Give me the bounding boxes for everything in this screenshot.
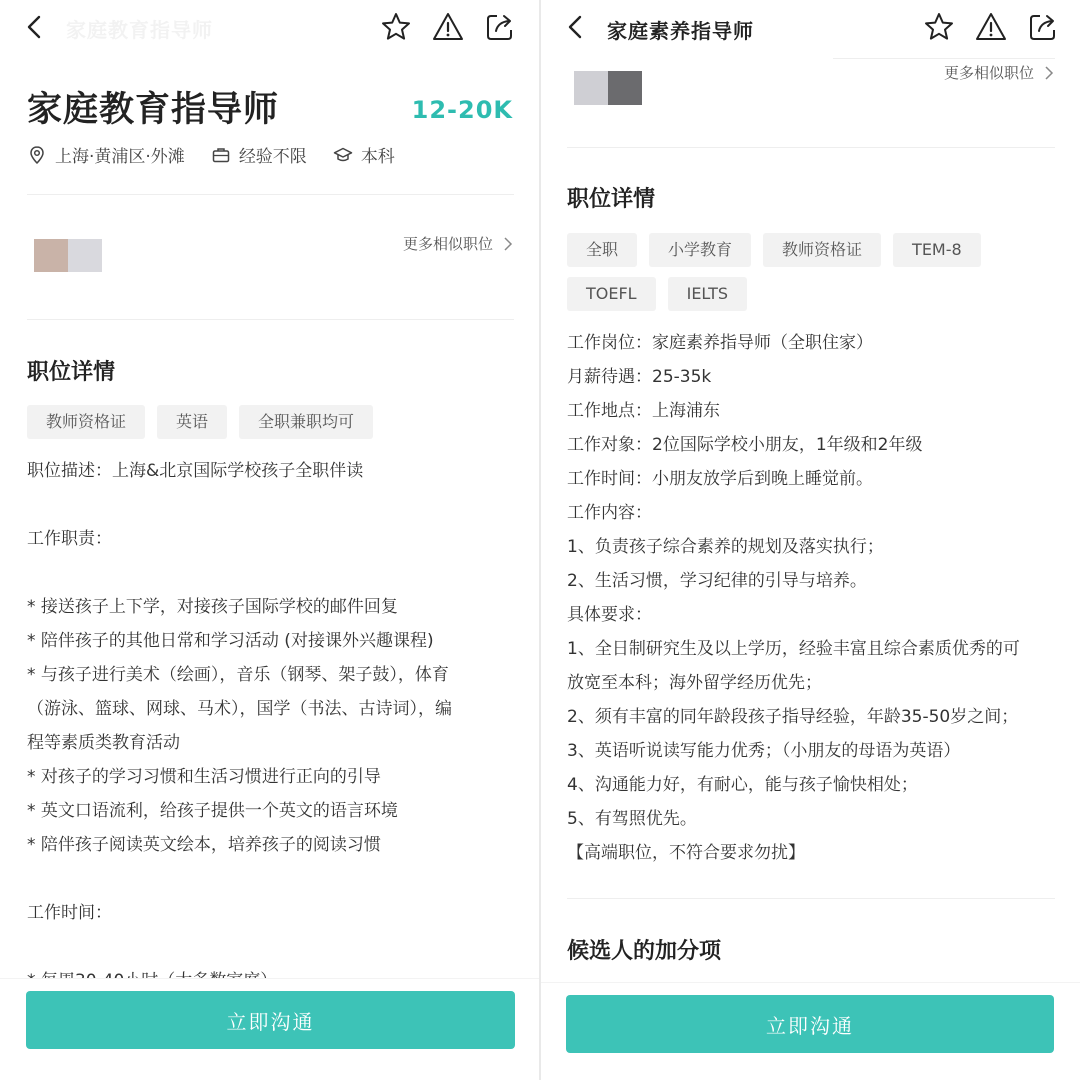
divider	[27, 194, 514, 195]
star-icon[interactable]	[922, 10, 956, 44]
description-line: 2、须有丰富的同年龄段孩子指导经验，年龄35-50岁之间；	[567, 707, 1019, 727]
section-title-bonus: 候选人的加分项	[567, 939, 722, 964]
recruiter-avatar[interactable]	[34, 239, 102, 272]
description-line: 工作对象：2位国际学校小朋友，1年级和2年级	[567, 435, 923, 455]
faded-nav-title: 家庭教育指导师	[66, 18, 213, 42]
description-line: 工作内容：	[567, 503, 652, 523]
description-line: 工作岗位：家庭素养指导师（全职住家）	[567, 333, 873, 353]
nav-title: 家庭素养指导师	[607, 19, 754, 43]
description-line: 3、英语听说读写能力优秀；（小朋友的母语为英语）	[567, 741, 961, 761]
more-similar-jobs-link[interactable]	[944, 62, 1054, 83]
job-tag: 全职	[567, 233, 637, 267]
more-similar-label: 更多相似职位	[943, 64, 1034, 82]
job-tag: 教师资格证	[763, 233, 881, 267]
share-icon[interactable]	[483, 10, 517, 44]
education-info	[333, 142, 395, 167]
description-line: * 陪伴孩子的其他日常和学习活动 (对接课外兴趣课程)	[27, 631, 434, 651]
description-line: 月薪待遇：25-35k	[567, 367, 712, 387]
experience-info	[211, 142, 307, 167]
section-title-job-details: 职位详情	[27, 360, 116, 385]
top-bar	[0, 0, 539, 56]
top-actions	[379, 10, 517, 44]
description-line: * 接送孩子上下学，对接孩子国际学校的邮件回复	[27, 597, 398, 617]
divider	[27, 319, 514, 320]
job-tags	[567, 233, 1037, 311]
divider	[567, 898, 1055, 899]
job-title: 家庭教育指导师	[27, 90, 280, 130]
description-line: 2、生活习惯，学习纪律的引导与培养。	[567, 571, 867, 591]
education-text: 本科	[360, 147, 395, 167]
description-line: （游泳、篮球、网球、马术），国学（书法、古诗词），编	[27, 699, 452, 719]
description-line: 4、沟通能力好，有耐心，能与孩子愉快相处；	[567, 775, 918, 795]
job-tag: IELTS	[668, 277, 747, 311]
salary: 12-20K	[411, 96, 513, 124]
description-line: * 陪伴孩子阅读英文绘本，培养孩子的阅读习惯	[27, 835, 381, 855]
warning-icon[interactable]	[974, 10, 1008, 44]
location-pin-icon	[27, 145, 47, 165]
description-line: 工作时间：	[27, 903, 112, 923]
back-arrow-icon[interactable]	[20, 12, 50, 42]
chevron-right-icon	[1044, 65, 1054, 81]
more-similar-label: 更多相似职位	[402, 235, 493, 253]
job-tag: 全职兼职均可	[239, 405, 373, 439]
briefcase-icon	[211, 145, 231, 165]
description-line: 【高端职位，不符合要求勿扰】	[567, 843, 805, 863]
description-line: * 英文口语流利，给孩子提供一个英文的语言环境	[27, 801, 398, 821]
job-description	[567, 326, 1067, 870]
description-line	[27, 488, 517, 522]
graduation-cap-icon	[333, 145, 353, 165]
more-similar-jobs-link[interactable]	[403, 233, 513, 254]
job-detail-screen-left	[0, 0, 539, 1080]
description-line	[27, 930, 517, 964]
description-line: 5、有驾照优先。	[567, 809, 697, 829]
description-line: 1、负责孩子综合素养的规划及落实执行；	[567, 537, 884, 557]
job-tag: 小学教育	[649, 233, 751, 267]
job-description	[27, 454, 517, 998]
description-line: 职位描述：上海&北京国际学校孩子全职伴读	[27, 461, 364, 481]
top-actions	[922, 10, 1060, 44]
back-arrow-icon[interactable]	[561, 12, 591, 42]
description-line: 工作时间：小朋友放学后到晚上睡觉前。	[567, 469, 873, 489]
description-line: * 与孩子进行美术（绘画），音乐（钢琴、架子鼓），体育	[27, 665, 449, 685]
job-tag: 英语	[157, 405, 227, 439]
location-text: 上海·黄浦区·外滩	[55, 147, 185, 167]
description-line: 具体要求：	[567, 605, 652, 625]
share-icon[interactable]	[1026, 10, 1060, 44]
description-line	[27, 556, 517, 590]
job-tag: TOEFL	[567, 277, 656, 311]
chat-now-button[interactable]: 立即沟通	[566, 995, 1054, 1053]
description-line	[27, 862, 517, 896]
job-tag: 教师资格证	[27, 405, 145, 439]
job-tag: TEM-8	[893, 233, 981, 267]
divider	[833, 58, 1055, 59]
description-line: 程等素质类教育活动	[27, 733, 180, 753]
description-line: 工作地点：上海浦东	[567, 401, 720, 421]
chevron-right-icon	[503, 236, 513, 252]
bottom-action-bar	[0, 978, 539, 1080]
section-title-job-details: 职位详情	[567, 187, 656, 212]
top-bar	[541, 0, 1080, 56]
location-info	[27, 142, 185, 167]
star-icon[interactable]	[379, 10, 413, 44]
warning-icon[interactable]	[431, 10, 465, 44]
description-line: 1、全日制研究生及以上学历，经验丰富且综合素质优秀的可	[567, 639, 1020, 659]
description-line: 放宽至本科；海外留学经历优先；	[567, 673, 822, 693]
job-tags	[27, 405, 517, 439]
bottom-action-bar	[541, 982, 1080, 1080]
job-detail-screen-right	[541, 0, 1080, 1080]
divider	[567, 147, 1055, 148]
description-line: * 对孩子的学习习惯和生活习惯进行正向的引导	[27, 767, 381, 787]
experience-text: 经验不限	[238, 147, 307, 167]
chat-now-button[interactable]: 立即沟通	[26, 991, 515, 1049]
description-line: 工作职责：	[27, 529, 112, 549]
job-meta	[27, 142, 421, 167]
recruiter-avatar[interactable]	[574, 71, 642, 105]
